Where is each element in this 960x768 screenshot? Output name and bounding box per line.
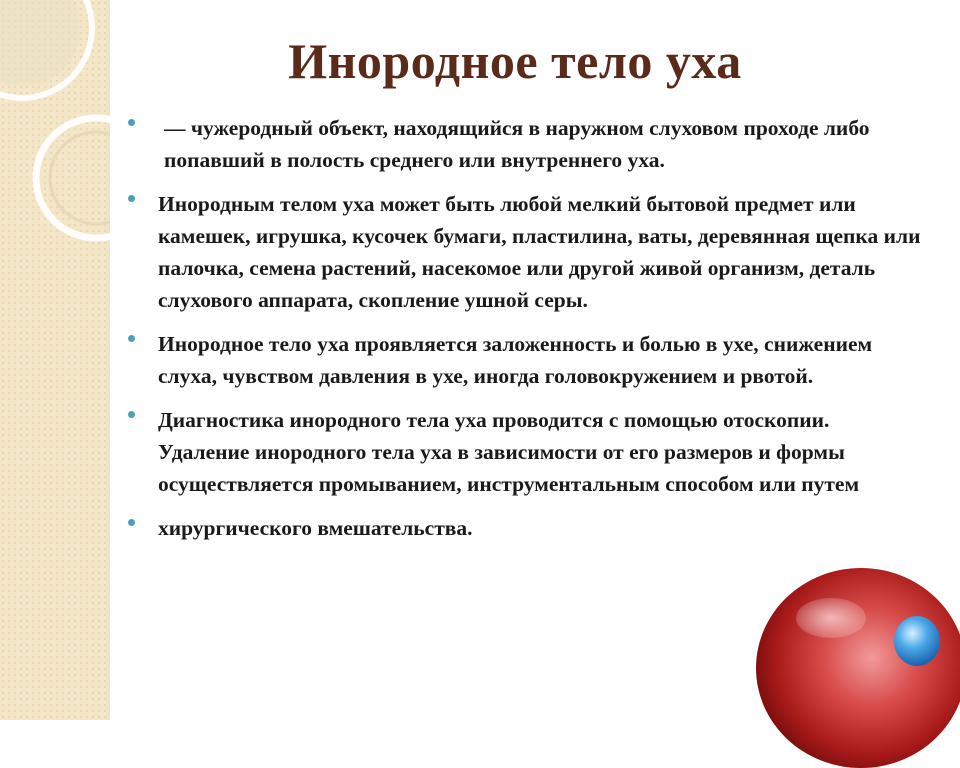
bullet-list <box>126 112 926 556</box>
bullet-dot-icon <box>128 519 135 526</box>
otoscopy-photo <box>756 568 960 768</box>
bullet-text: Инородное тело уха проявляется заложенность и болью в ухе, снижением слуха, чувством давления в ухе, иногда головокружением и рвотой. <box>158 332 873 388</box>
bullet-item <box>126 112 926 176</box>
photo-highlight <box>796 598 866 638</box>
slide-title: Инородное тело уха <box>288 33 742 89</box>
bullet-dot-icon <box>128 335 135 342</box>
bullet-item <box>126 188 926 316</box>
foreign-body-object <box>894 616 940 666</box>
decorative-rings-icon <box>0 0 110 720</box>
bullet-dot-icon <box>128 119 135 126</box>
bullet-text: Инородным телом уха может быть любой мелкий бытовой предмет или камешек, игрушка, кусочек бумаги, пластилина, ваты, деревянная щепка или палочка, семена растений, насекомое или другой живой организм, деталь слухового аппарата, скопление ушной серы. <box>158 192 921 312</box>
bullet-text: — чужеродный объект, находящийся в наружном слуховом проходе либо попавший в полость среднего или внутреннего уха. <box>164 116 870 172</box>
bullet-item <box>126 404 926 500</box>
bullet-text: хирургического вмешательства. <box>158 516 473 540</box>
bullet-text: Диагностика инородного тела уха проводится с помощью отоскопии. Удаление инородного тела уха в зависимости от его размеров и формы осуществляется промыванием, инструментальным способом или путем <box>158 408 860 496</box>
bullet-dot-icon <box>128 195 135 202</box>
bullet-dot-icon <box>128 411 135 418</box>
bullet-item <box>126 512 926 544</box>
bullet-item <box>126 328 926 392</box>
